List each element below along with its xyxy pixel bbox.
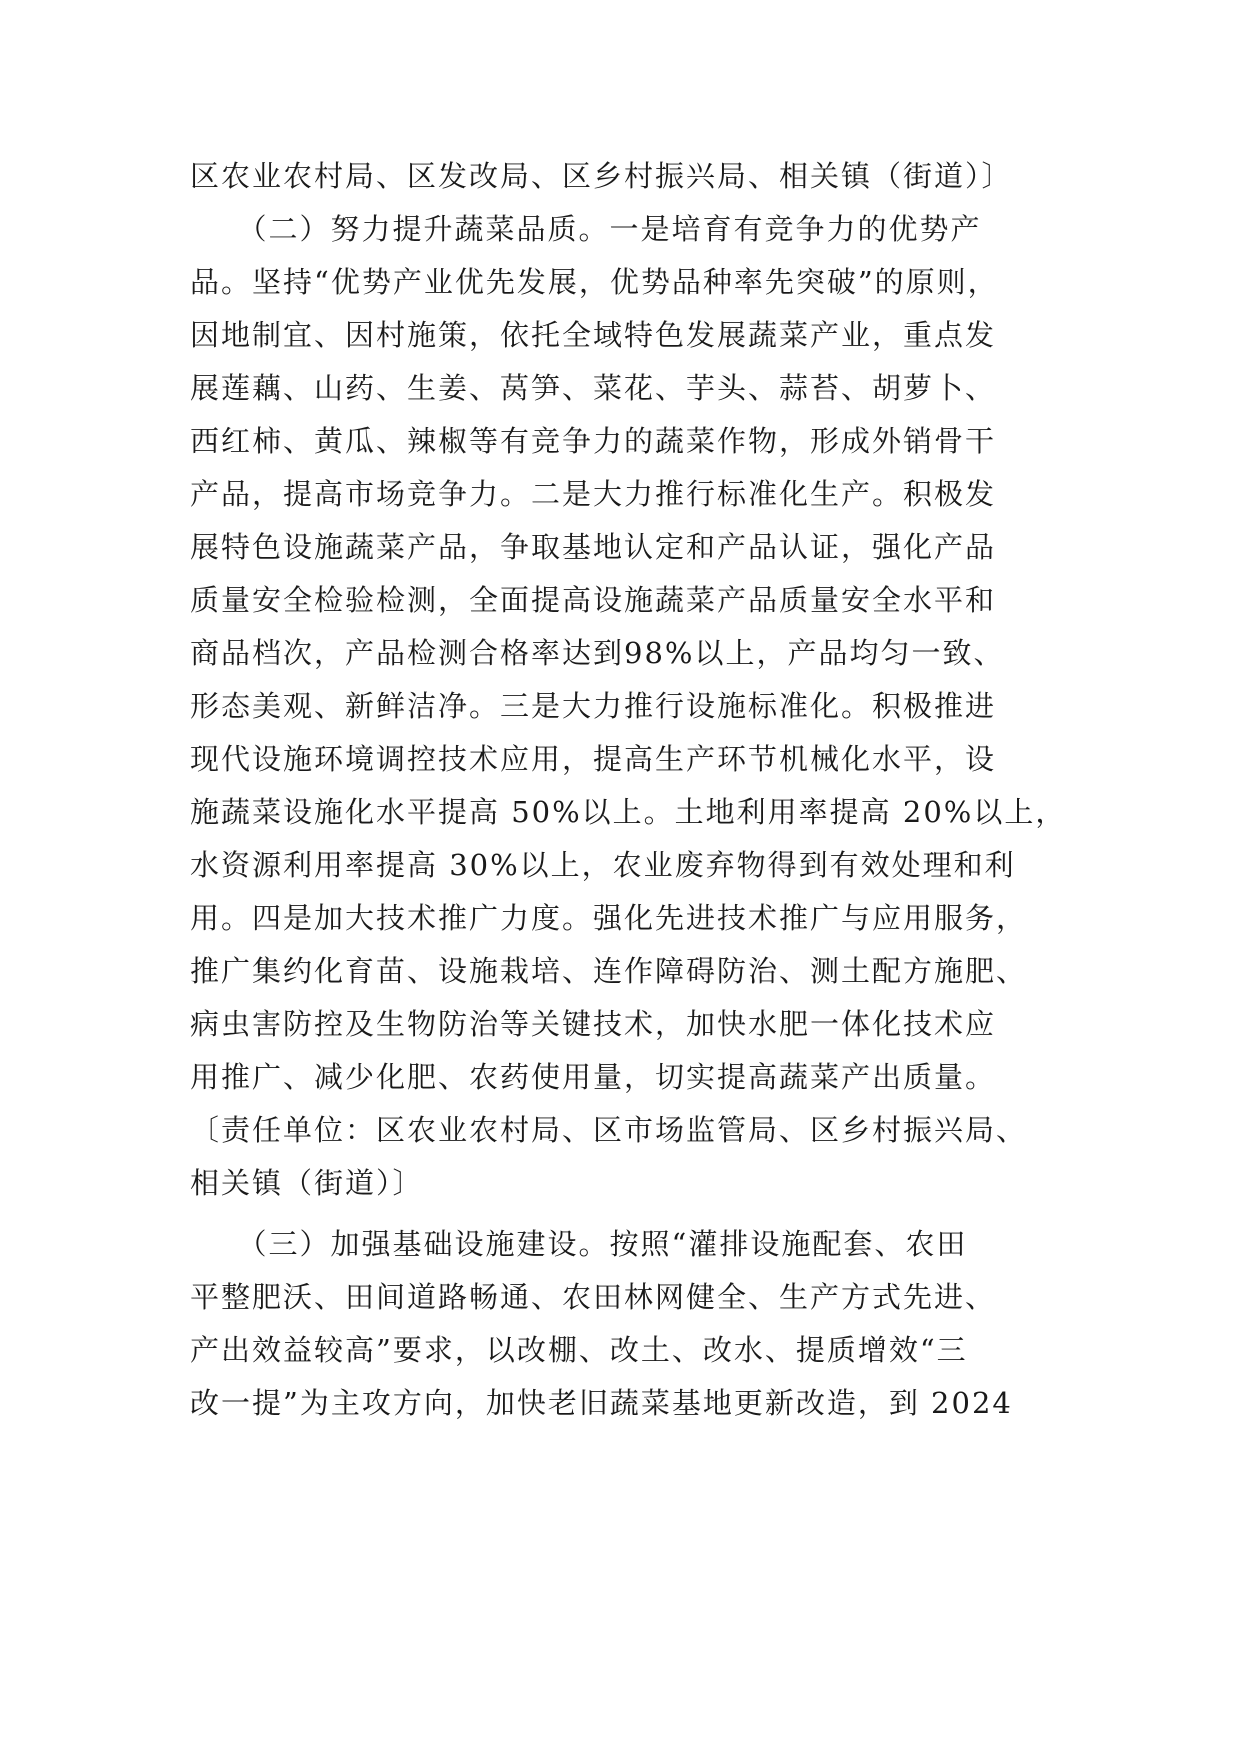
text-line: 推广集约化育苗、设施栽培、连作障碍防治、测土配方施肥、: [190, 954, 1028, 988]
paragraph-gap: [190, 1210, 1050, 1218]
text-line: 现代设施环境调控技术应用，提高生产环节机械化水平，设: [190, 742, 997, 776]
section-heading-line: （二）努力提升蔬菜品质。一是培育有竞争力的优势产: [190, 212, 982, 246]
text-line: 展莲藕、山药、生姜、莴笋、菜花、芋头、蒜苔、胡萝卜、: [190, 371, 997, 405]
text-line: 区农业农村局、区发改局、区乡村振兴局、相关镇（街道）〕: [190, 159, 1013, 193]
text-line: 〔责任单位：区农业农村局、区市场监管局、区乡村振兴局、: [190, 1113, 1028, 1147]
text-line: 平整肥沃、田间道路畅通、农田林网健全、生产方式先进、: [190, 1280, 997, 1314]
section-heading-line: （三）加强基础设施建设。按照“灌排设施配套、农田: [190, 1227, 968, 1261]
text-line: 展特色设施蔬菜产品，争取基地认定和产品认证，强化产品: [190, 530, 997, 564]
text-line: 形态美观、新鲜洁净。三是大力推行设施标准化。积极推进: [190, 689, 997, 723]
text-line: 施蔬菜设施化水平提高 50%以上。土地利用率提高 20%以上，: [190, 795, 1067, 829]
body-text: [190, 150, 1067, 1430]
text-line: 用。四是加大技术推广力度。强化先进技术推广与应用服务，: [190, 901, 1028, 935]
text-line: 因地制宜、因村施策，依托全域特色发展蔬菜产业，重点发: [190, 318, 997, 352]
text-line: 西红柿、黄瓜、辣椒等有竞争力的蔬菜作物，形成外销骨干: [190, 424, 997, 458]
text-line: 品。坚持“优势产业优先发展，优势品种率先突破”的原则，: [190, 265, 999, 299]
text-line: 产出效益较高”要求，以改棚、改土、改水、提质增效“三: [190, 1333, 968, 1367]
text-line: 质量安全检验检测，全面提高设施蔬菜产品质量安全水平和: [190, 583, 997, 617]
text-line: 水资源利用率提高 30%以上，农业废弃物得到有效处理和利: [190, 848, 1016, 882]
text-line: 产品，提高市场竞争力。二是大力推行标准化生产。积极发: [190, 477, 997, 511]
text-line: 改一提”为主攻方向，加快老旧蔬菜基地更新改造，到 2024: [190, 1386, 1013, 1420]
text-line: 病虫害防控及生物防治等关键技术，加快水肥一体化技术应: [190, 1007, 997, 1041]
text-line: 商品档次，产品检测合格率达到98%以上，产品均匀一致、: [190, 636, 1005, 670]
text-line: 用推广、减少化肥、农药使用量，切实提高蔬菜产出质量。: [190, 1060, 997, 1094]
text-line: 相关镇（街道）〕: [190, 1166, 424, 1200]
